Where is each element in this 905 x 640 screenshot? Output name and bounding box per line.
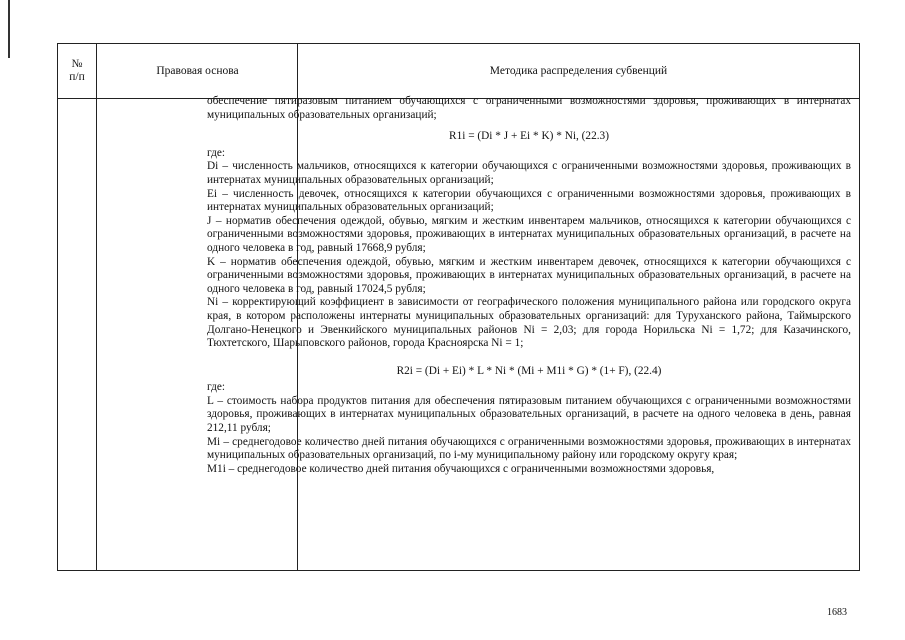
page-number: 1683 <box>827 607 847 618</box>
definition-di: Di – численность мальчиков, относящихся к категории обучающихся с ограниченными возможностями здоровья, проживающих в интернатах муниципальных образовательных организаций; <box>207 160 851 186</box>
formula-22-4: R2i = (Di + Ei) * L * Ni * (Mi + M1i * G) * (1+ F), (22.4) <box>396 364 662 377</box>
table-header <box>58 44 859 99</box>
header-number-symbol: № <box>71 58 83 70</box>
definition-ei: Ei – численность девочек, относящихся к категории обучающихся с ограниченными возможностями здоровья, проживающих в интернатах муниципальных образовательных организаций; <box>207 187 851 214</box>
header-methodology: Методика распределения субвенций <box>297 44 859 98</box>
binding-edge-mark <box>8 0 10 58</box>
header-number-abbrev: п/п <box>69 71 85 83</box>
methodology-text <box>207 95 851 476</box>
column-divider-1 <box>96 98 97 570</box>
definition-mi: Mi – среднегодовое количество дней питания обучающихся с ограниченными возможностями здоровья, проживающих в интернатах муниципальных образовательных организаций, по i-му муниципальному району или городскому округу края; <box>207 435 851 462</box>
definition-m1i: M1i – среднегодовое количество дней питания обучающихся с ограниченными возможностями здоровья, <box>207 462 715 475</box>
definition-ni: Ni – корректирующий коэффициент в зависимости от географического положения муниципального района или городского округа края, в котором расположены интернаты муниципальных образовательных организаций: для Туруханского района, Таймырского Долгано-Ненецкого и Эвенкийского муниципальных районов Ni = 2,03; для города Норильска Ni = 1,72; для Казачинского, Тюхтетского, Шарыповского районов, города Красноярска Ni = 1; <box>207 296 851 350</box>
where-label: где: <box>207 146 225 159</box>
paragraph-intro: обеспечение пятиразовым питанием обучающихся с ограниченными возможностями здоровья, проживающих в интернатах муниципальных образовательных организаций; <box>207 95 851 121</box>
definition-j: J – норматив обеспечения одеждой, обувью, мягким и жестким инвентарем мальчиков, относящихся к категории обучающихся с ограниченными возможностями здоровья, проживающих в интернатах муниципальных образовательных организаций, в расчете на одного человека в год, равный 17668,9 рубля; <box>207 214 851 254</box>
definition-k: K – норматив обеспечения одеждой, обувью, мягким и жестким инвентарем девочек, относящихся к категории обучающихся с ограниченными возможностями здоровья, проживающих в интернатах муниципальных образовательных организаций, в расчете на одного человека в год, равный 17024,5 рубля; <box>207 255 851 295</box>
header-legal-basis: Правовая основа <box>96 44 298 98</box>
definition-l: L – стоимость набора продуктов питания для обеспечения пятиразовым питанием обучающихся с ограниченными возможностями здоровья, проживающих в интернатах муниципальных образовательных организаций, в расчете на одного человека в день, равная 212,11 рубля; <box>207 394 851 435</box>
where-label-2: где: <box>207 381 225 394</box>
formula-22-3: R1i = (Di * J + Ei * K) * Ni, (22.3) <box>449 130 609 143</box>
header-number <box>58 44 96 98</box>
